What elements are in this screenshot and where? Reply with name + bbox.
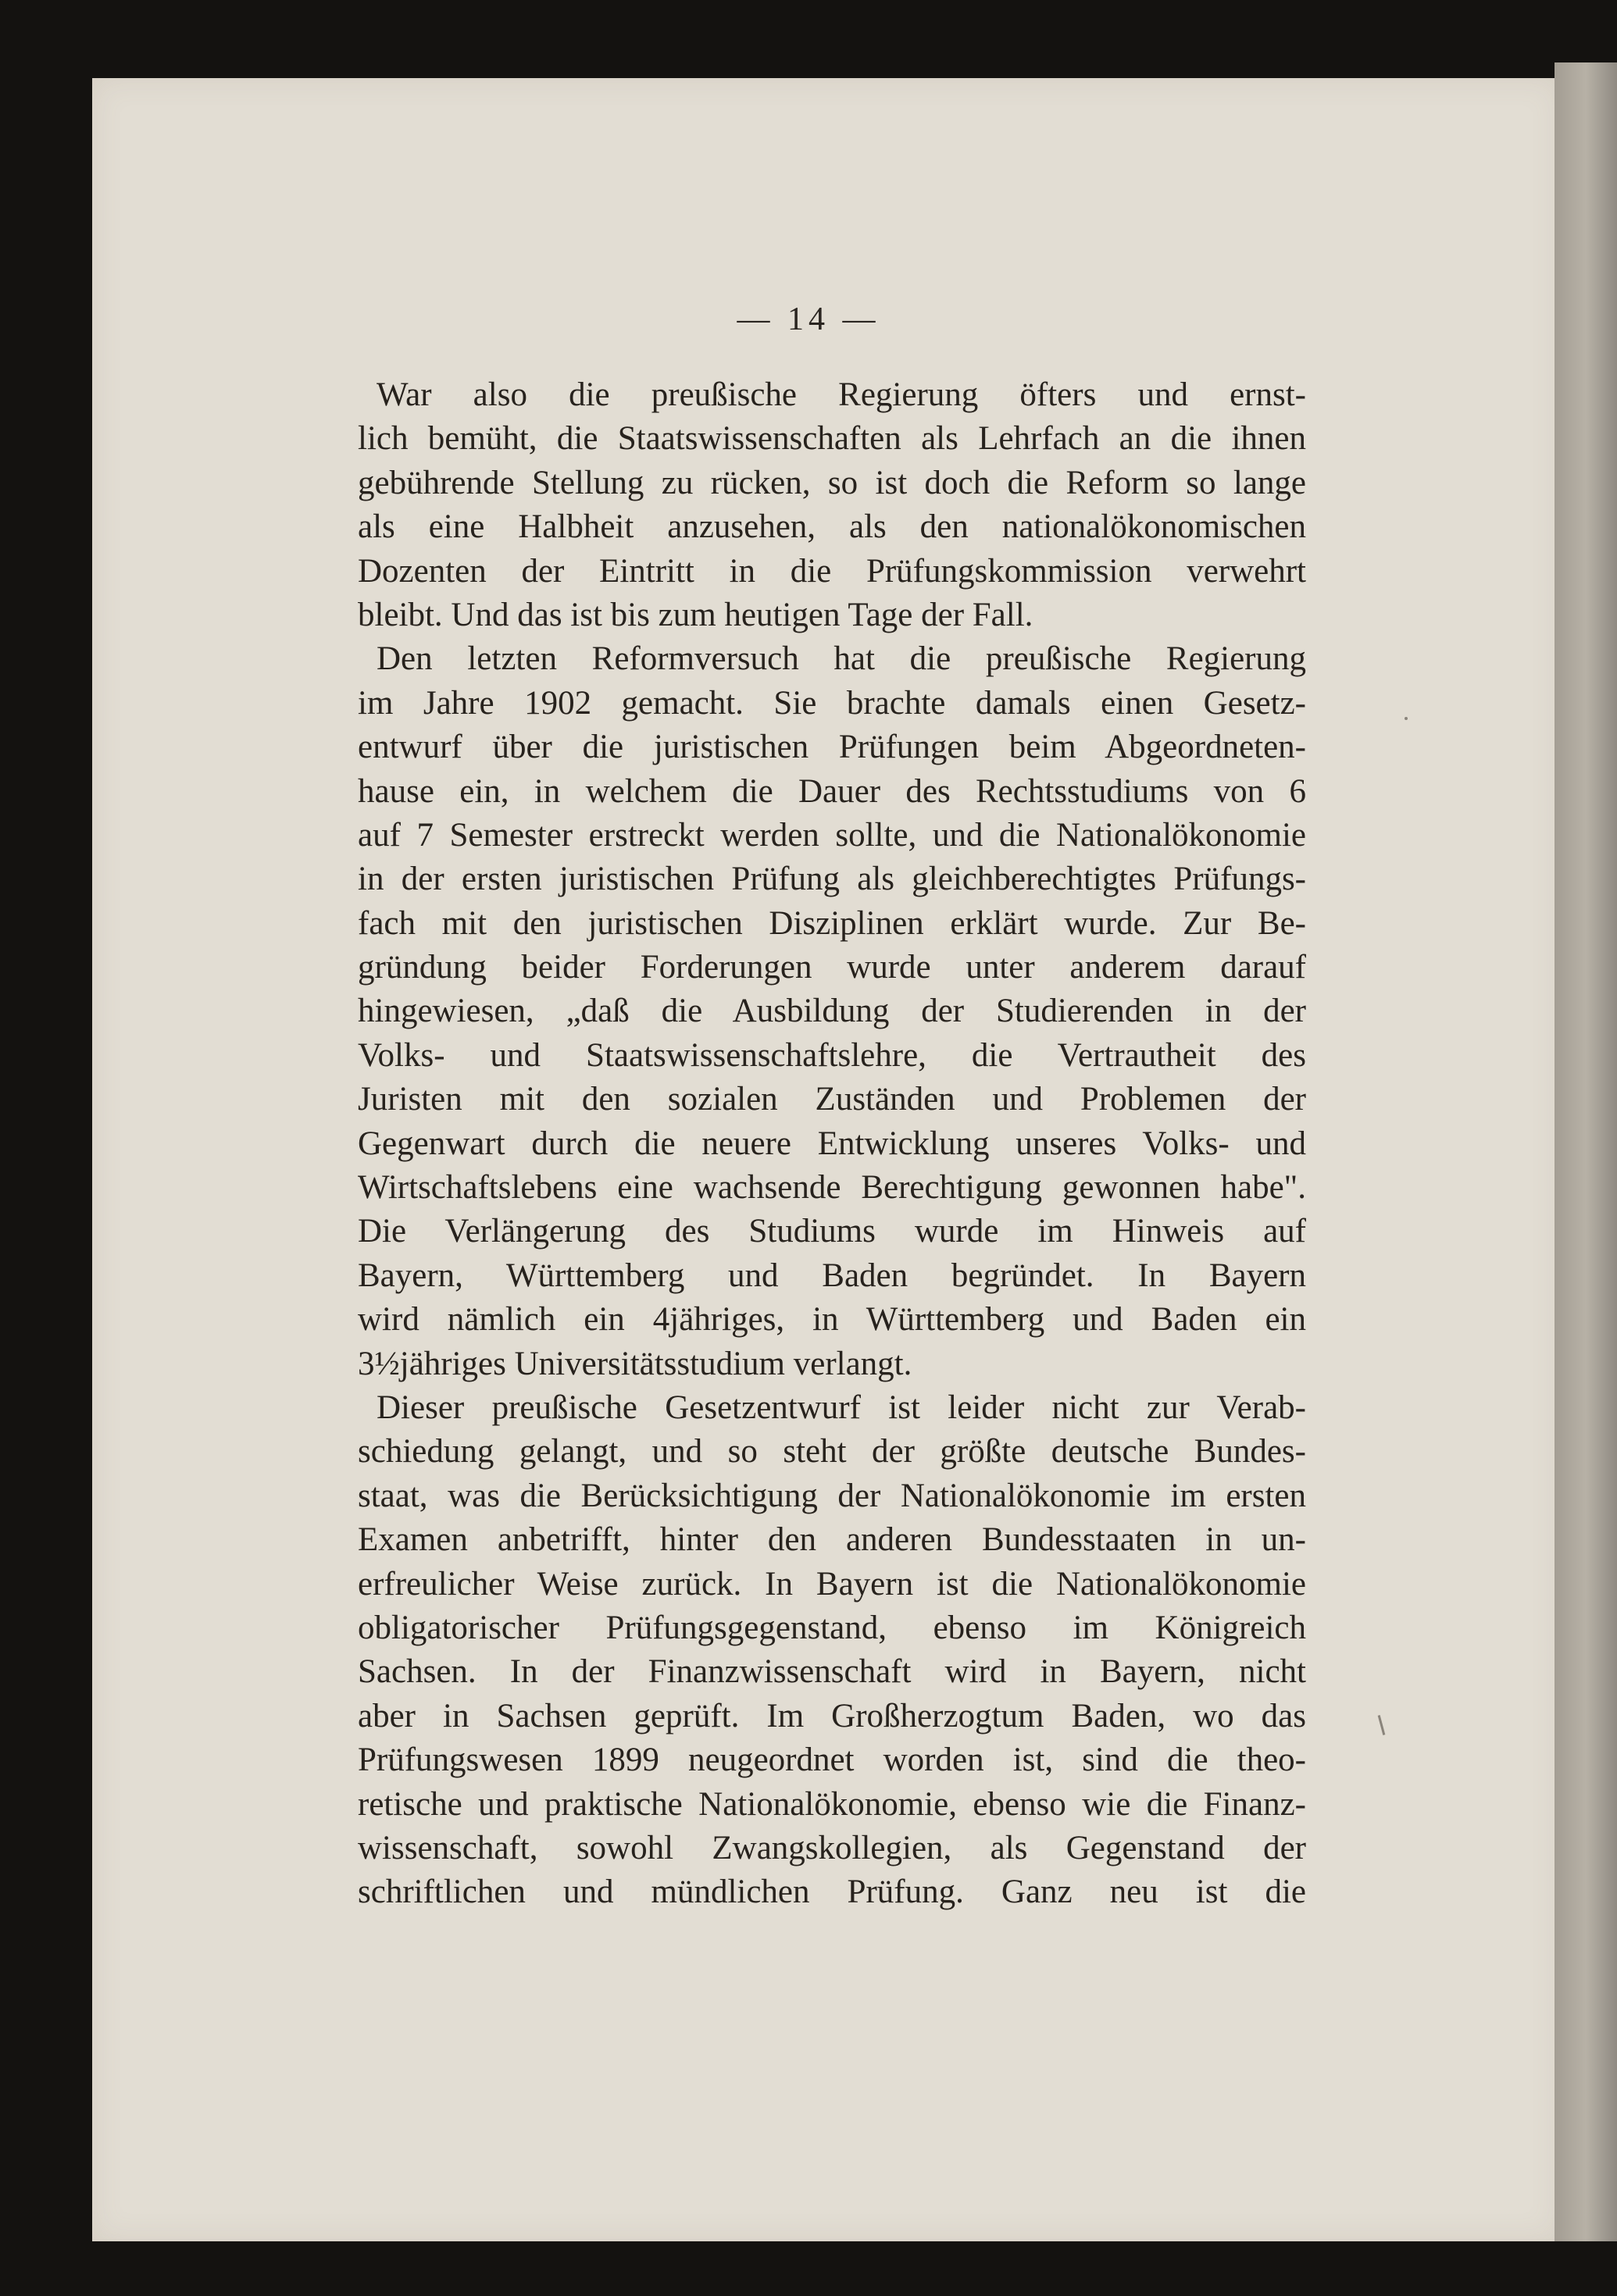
text-line: gründung beider Forderungen wurde unter anderem darauf — [358, 949, 1306, 986]
text-line: lich bemüht, die Staatswissenschaften als Lehrfach an die ihnen — [358, 420, 1306, 458]
body-text — [358, 373, 1306, 1915]
text-line: erfreulicher Weise zurück. In Bayern ist die Nationalökonomie — [358, 1565, 1306, 1603]
text-line: im Jahre 1902 gemacht. Sie brachte damals einen Gesetz- — [358, 684, 1306, 722]
text-line: obligatorischer Prüfungsgegenstand, ebenso im Königreich — [358, 1609, 1306, 1646]
text-line: Examen anbetrifft, hinter den anderen Bundesstaaten in un- — [358, 1521, 1306, 1559]
text-line: staat, was die Berücksichtigung der Nationalökonomie im ersten — [358, 1477, 1306, 1514]
text-line: als eine Halbheit anzusehen, als den nationalökonomischen — [358, 508, 1306, 546]
text-line: schriftlichen und mündlichen Prüfung. Ganz neu ist die — [358, 1874, 1306, 1911]
text-line: wird nämlich ein 4jähriges, in Württemberg und Baden ein — [358, 1301, 1306, 1339]
text-line: schiedung gelangt, und so steht der größte deutsche Bundes- — [358, 1433, 1306, 1471]
text-line: Dozenten der Eintritt in die Prüfungskommission verwehrt — [358, 552, 1306, 590]
text-line: Gegenwart durch die neuere Entwicklung unseres Volks- und — [358, 1125, 1306, 1162]
paper-speck — [1405, 717, 1408, 720]
text-line: bleibt. Und das ist bis zum heutigen Tage der Fall. — [358, 596, 1033, 633]
text-line: Bayern, Württemberg und Baden begründet. In Bayern — [358, 1257, 1306, 1294]
text-line: retische und praktische Nationalökonomie, ebenso wie die Finanz- — [358, 1785, 1306, 1823]
text-line: 3½jähriges Universitätsstudium verlangt. — [358, 1345, 912, 1382]
text-line: Volks- und Staatswissenschaftslehre, die Vertrautheit des — [358, 1036, 1306, 1074]
page-number: — 14 — — [737, 301, 880, 337]
text-line: fach mit den juristischen Disziplinen erklärt wurde. Zur Be- — [358, 904, 1306, 942]
text-line: Wirtschaftslebens eine wachsende Berechtigung gewonnen habe". — [358, 1169, 1306, 1207]
text-line: gebührende Stellung zu rücken, so ist doch die Reform so lange — [358, 464, 1306, 501]
text-line: hingewiesen, „daß die Ausbildung der Studierenden in der — [358, 993, 1306, 1030]
text-line: entwurf über die juristischen Prüfungen beim Abgeordneten- — [358, 729, 1306, 766]
text-line: Die Verlängerung des Studiums wurde im Hinweis auf — [358, 1213, 1306, 1250]
text-line: Prüfungswesen 1899 neugeordnet worden ist, sind die theo- — [358, 1742, 1306, 1779]
text-line: War also die preußische Regierung öfters und ernst- — [377, 376, 1306, 413]
adjacent-page-edge — [1555, 62, 1617, 2241]
text-line: Den letzten Reformversuch hat die preußische Regierung — [377, 640, 1306, 678]
text-line: hause ein, in welchem die Dauer des Rechtsstudiums von 6 — [358, 772, 1306, 810]
text-line: auf 7 Semester erstreckt werden sollte, und die Nationalökonomie — [358, 816, 1306, 854]
text-line: Juristen mit den sozialen Zuständen und Problemen der — [358, 1081, 1306, 1118]
text-line: in der ersten juristischen Prüfung als gleichberechtigtes Prüfungs- — [358, 861, 1306, 898]
text-line: Sachsen. In der Finanzwissenschaft wird in Bayern, nicht — [358, 1653, 1306, 1691]
text-line: wissenschaft, sowohl Zwangskollegien, als Gegenstand der — [358, 1829, 1306, 1866]
text-line: aber in Sachsen geprüft. Im Großherzogtum Baden, wo das — [358, 1697, 1306, 1734]
text-line: Dieser preußische Gesetzentwurf ist leider nicht zur Verab- — [377, 1389, 1306, 1426]
